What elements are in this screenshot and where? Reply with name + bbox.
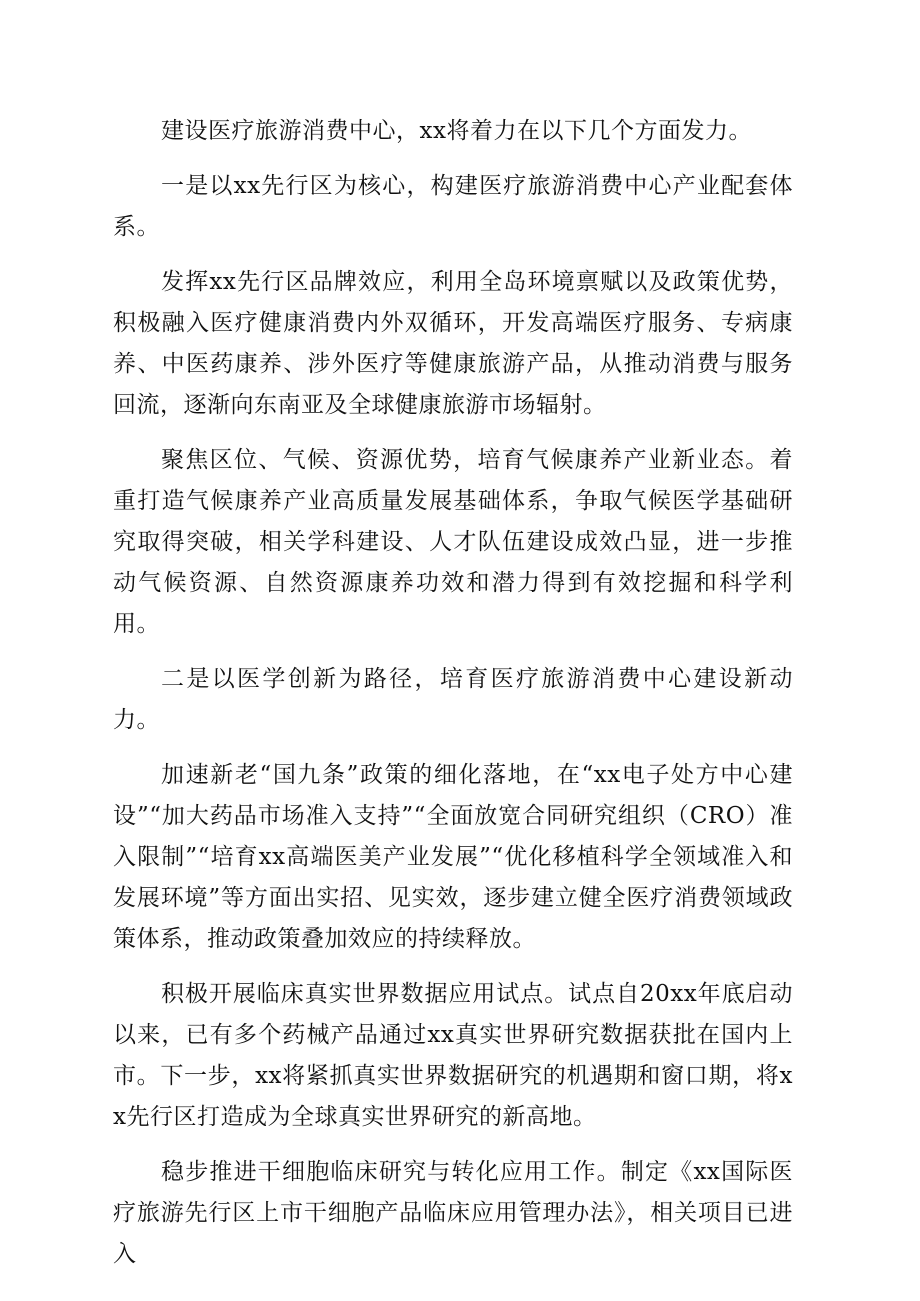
- body-paragraph: 加速新老“国九条”政策的细化落地，在“xx电子处方中心建设”“加大药品市场准入支持”“全面放宽合同研究组织（CRO）准入限制”“培育xx高端医美产业发展”“优化移植科学全领域准入和发展环境”等方面出实招、见实效，逐步建立健全医疗消费领域政策体系，推动政策叠加效应的持续释放。: [113, 762, 793, 952]
- body-paragraph: 稳步推进干细胞临床研究与转化应用工作。制定《xx国际医疗旅游先行区上市干细胞产品临床应用管理办法》，相关项目已进入: [113, 1159, 793, 1267]
- section-heading-two: 二是以医学创新为路径，培育医疗旅游消费中心建设新动力。: [113, 666, 793, 733]
- document-body: [113, 111, 793, 1289]
- body-paragraph: 聚焦区位、气候、资源优势，培育气候康养产业新业态。着重打造气候康养产业高质量发展基础体系，争取气候医学基础研究取得突破，相关学科建设、人才队伍建设成效凸显，进一步推动气候资源、自然资源康养功效和潜力得到有效挖掘和科学利用。: [113, 447, 793, 637]
- body-paragraph: 发挥xx先行区品牌效应，利用全岛环境禀赋以及政策优势，积极融入医疗健康消费内外双循环，开发高端医疗服务、专病康养、中医药康养、涉外医疗等健康旅游产品，从推动消费与服务回流，逐渐向东南亚及全球健康旅游市场辐射。: [113, 269, 793, 418]
- intro-paragraph: 建设医疗旅游消费中心，xx将着力在以下几个方面发力。: [161, 118, 752, 144]
- body-paragraph: 积极开展临床真实世界数据应用试点。试点自20xx年底启动以来，已有多个药械产品通过xx真实世界研究数据获批在国内上市。下一步，xx将紧抓真实世界数据研究的机遇期和窗口期，将xx先行区打造成为全球真实世界研究的新高地。: [113, 981, 793, 1130]
- section-heading-one: 一是以xx先行区为核心，构建医疗旅游消费中心产业配套体系。: [113, 173, 793, 240]
